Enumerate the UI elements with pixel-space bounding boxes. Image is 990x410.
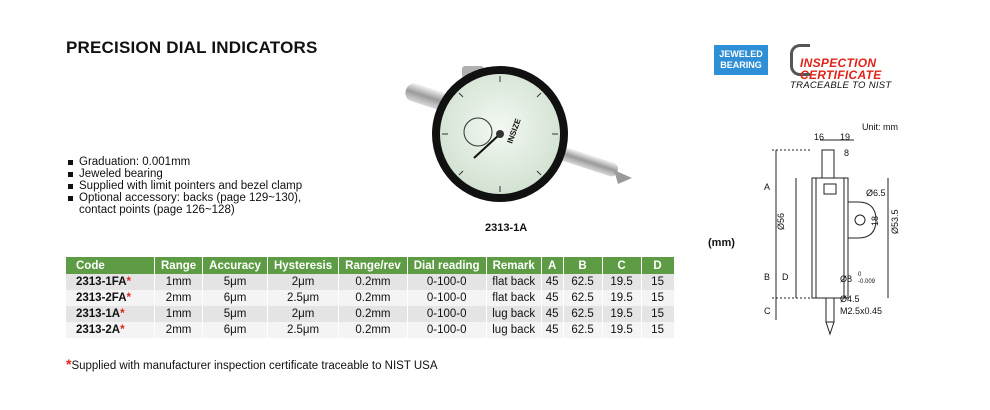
cell-d: 15: [641, 274, 674, 290]
cell-c: 19.5: [602, 290, 641, 306]
dim-a: A: [764, 182, 771, 192]
table-row: [66, 290, 674, 306]
cell-c: 19.5: [602, 322, 641, 338]
dim-c: C: [764, 306, 771, 316]
dim-18: 18: [870, 215, 880, 226]
cell-remark: flat back: [486, 274, 541, 290]
cell-remark: flat back: [486, 290, 541, 306]
dim-phi45: Ø4.5: [840, 294, 860, 304]
col-header: Dial reading: [407, 257, 486, 274]
cell-accuracy: 6μm: [203, 322, 268, 338]
table-unit: (mm): [708, 237, 735, 249]
cell-a: 45: [541, 274, 563, 290]
jeweled-bearing-badge: [714, 45, 768, 75]
cell-hysteresis: 2.5μm: [267, 290, 338, 306]
cell-remark: lug back: [486, 306, 541, 322]
cell-code: 2313-2A*: [66, 322, 155, 338]
dim-phi56: Ø56: [776, 212, 786, 230]
cell-accuracy: 5μm: [203, 274, 268, 290]
cell-dial-reading: 0-100-0: [407, 274, 486, 290]
cell-range: 2mm: [155, 322, 203, 338]
col-header: A: [541, 257, 563, 274]
feature-item: Jeweled bearing: [66, 168, 302, 180]
footnote-star: *: [66, 356, 72, 372]
dim-phi8-tol-lower: -0.009: [858, 279, 876, 285]
inspection-certificate-badge: [790, 44, 900, 92]
col-header: B: [563, 257, 602, 274]
dim-d: D: [782, 272, 789, 282]
image-caption: 2313-1A: [485, 222, 528, 234]
dim-19: 19: [840, 132, 851, 142]
badge-line2: BEARING: [720, 60, 762, 70]
cell-range-rev: 0.2mm: [339, 322, 408, 338]
feature-item: Optional accessory: backs (page 129~130),: [66, 192, 302, 204]
cert-line1: INSPECTION: [800, 56, 877, 70]
col-header: Range/rev: [339, 257, 408, 274]
cell-code: 2313-1FA*: [66, 274, 155, 290]
table-row: [66, 274, 674, 290]
dim-thread: M2.5x0.45: [840, 306, 883, 316]
cell-a: 45: [541, 306, 563, 322]
footnote: [66, 356, 438, 372]
cert-line3: TRACEABLE TO NIST: [790, 80, 892, 91]
badge-line1: JEWELED: [719, 49, 763, 59]
cell-a: 45: [541, 290, 563, 306]
spec-table: [66, 257, 675, 338]
col-header: Remark: [486, 257, 541, 274]
cell-hysteresis: 2μm: [267, 306, 338, 322]
cell-c: 19.5: [602, 306, 641, 322]
cell-accuracy: 6μm: [203, 290, 268, 306]
cell-range-rev: 0.2mm: [339, 306, 408, 322]
dim-8: 8: [844, 148, 850, 158]
table-header-row: [66, 257, 674, 274]
cell-d: 15: [641, 322, 674, 338]
drawing-unit: Unit: mm: [862, 122, 898, 132]
cell-dial-reading: 0-100-0: [407, 290, 486, 306]
cell-hysteresis: 2μm: [267, 274, 338, 290]
col-header: C: [602, 257, 641, 274]
cell-accuracy: 5μm: [203, 306, 268, 322]
dim-phi535: Ø53.5: [890, 209, 900, 234]
cell-b: 62.5: [563, 274, 602, 290]
cell-code: 2313-1A*: [66, 306, 155, 322]
dial-indicator-photo: [400, 62, 640, 222]
col-header: Range: [155, 257, 203, 274]
cert-line2: CERTIFICATE: [800, 68, 882, 82]
dim-phi8: Ø8: [840, 274, 853, 284]
col-header: Hysteresis: [267, 257, 338, 274]
cell-range: 1mm: [155, 306, 203, 322]
cell-dial-reading: 0-100-0: [407, 322, 486, 338]
cell-a: 45: [541, 322, 563, 338]
cell-dial-reading: 0-100-0: [407, 306, 486, 322]
dim-b: B: [764, 272, 771, 282]
col-header: Code: [66, 257, 155, 274]
technical-drawing: [760, 130, 960, 340]
cell-range: 1mm: [155, 274, 203, 290]
table-row: [66, 306, 674, 322]
table-row: [66, 322, 674, 338]
dim-16: 16: [814, 132, 825, 142]
feature-item: Graduation: 0.001mm: [66, 156, 302, 168]
dial-brand-text: INSIZE: [505, 117, 523, 145]
dim-phi8-tol-upper: 0: [858, 272, 862, 278]
page-title: PRECISION DIAL INDICATORS: [66, 38, 318, 57]
feature-continuation: contact points (page 126~128): [79, 204, 235, 216]
cell-range: 2mm: [155, 290, 203, 306]
col-header: Accuracy: [203, 257, 268, 274]
footnote-text: Supplied with manufacturer inspection certificate traceable to NIST USA: [71, 360, 438, 372]
feature-item: Supplied with limit pointers and bezel clamp: [66, 180, 302, 192]
col-header: D: [641, 257, 674, 274]
cell-range-rev: 0.2mm: [339, 290, 408, 306]
cell-range-rev: 0.2mm: [339, 274, 408, 290]
dim-phi65: Ø6.5: [866, 188, 886, 198]
feature-list: [66, 156, 302, 216]
cell-c: 19.5: [602, 274, 641, 290]
cell-hysteresis: 2.5μm: [267, 322, 338, 338]
cell-remark: lug back: [486, 322, 541, 338]
cell-d: 15: [641, 306, 674, 322]
cell-b: 62.5: [563, 322, 602, 338]
cell-b: 62.5: [563, 290, 602, 306]
cell-b: 62.5: [563, 306, 602, 322]
cell-d: 15: [641, 290, 674, 306]
cell-code: 2313-2FA*: [66, 290, 155, 306]
